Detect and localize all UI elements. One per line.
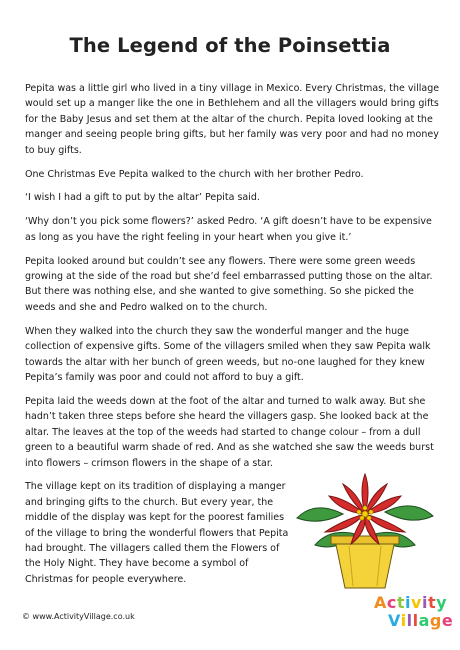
paragraph-2: One Christmas Eve Pepita walked to the church with her brother Pedro. — [25, 168, 364, 180]
logo-letter: i — [400, 611, 407, 630]
logo-letter: y — [436, 593, 448, 612]
logo-letter: v — [411, 593, 422, 612]
paragraph-3: ‘I wish I had a gift to put by the altar’ Pepita said. — [25, 192, 260, 204]
logo-letter: t — [396, 593, 406, 612]
logo-letter: i — [421, 593, 428, 612]
paragraph-8: The village kept on its tradition of displaying a manger and bringing gifts to the church. But every year, the middle of the display was kept for the poorest families of the village to bring the wonderful flowers that Pepita had brought. The villagers called them the Flowers of the Holy Night. They have become a symbol of Christmas for people everywhere. — [25, 481, 289, 585]
activity-village-logo — [374, 593, 454, 643]
paragraph-1: Pepita was a little girl who lived in a tiny village in Mexico. Every Christmas, the village would set up a manger like the one in Bethlehem and all the villagers would bring gifts for the Baby Jesus and set them at the altar of the church. Pepita loved looking at the manger and seeing people bring gifts, but her family was very poor and had no money to buy gifts. — [25, 83, 440, 156]
logo-letter: V — [388, 611, 401, 630]
paragraph-5: Pepita looked around but couldn’t see any flowers. There were some green weeds growing at the side of the road but she’d feel embarrassed putting those on the altar. But there was nothing else, and she wanted to give something. So she picked the weeds and she and Pedro walked on to the church. — [25, 255, 433, 313]
paragraph-6: When they walked into the church they saw the wonderful manger and the huge collection of expensive gifts. Some of the villagers smiled when they saw Pepita walk towards the altar with her bunch of green weeds, but no-one laughed for they knew Pepita’s family was poor and could not afford to buy a gift. — [25, 325, 431, 383]
logo-letter: c — [386, 593, 397, 612]
paragraph-7: Pepita laid the weeds down at the foot of the altar and turned to walk away. But she hadn’t taken three steps before she heard the villagers gasp. She looked back at the altar. The leaves at the top of the weeds had started to change colour – from a dull green to a beautiful warm shade of red. And as she watched she saw the weeds burst into flowers – crimson flowers in the shape of a star. — [25, 395, 434, 469]
logo-letter: a — [418, 611, 430, 630]
flower-pot — [331, 536, 399, 588]
logo-letter: e — [441, 611, 454, 630]
paragraph-4: ‘Why don’t you pick some flowers?’ asked Pedro. ‘A gift doesn’t have to be expensive as long as you have the right feeling in your heart when you give it.’ — [25, 216, 432, 243]
poinsettia-illustration — [285, 470, 445, 590]
logo-letter: t — [427, 593, 437, 612]
copyright-footer: © www.ActivityVillage.co.uk — [22, 612, 135, 621]
logo-line-1 — [374, 593, 447, 612]
logo-letter: i — [405, 593, 412, 612]
logo-letter: g — [429, 611, 442, 630]
logo-letter: l — [406, 611, 413, 630]
logo-line-2 — [388, 611, 453, 630]
logo-letter: l — [412, 611, 419, 630]
page-title: The Legend of the Poinsettia — [69, 34, 391, 57]
logo-letter: A — [374, 593, 387, 612]
